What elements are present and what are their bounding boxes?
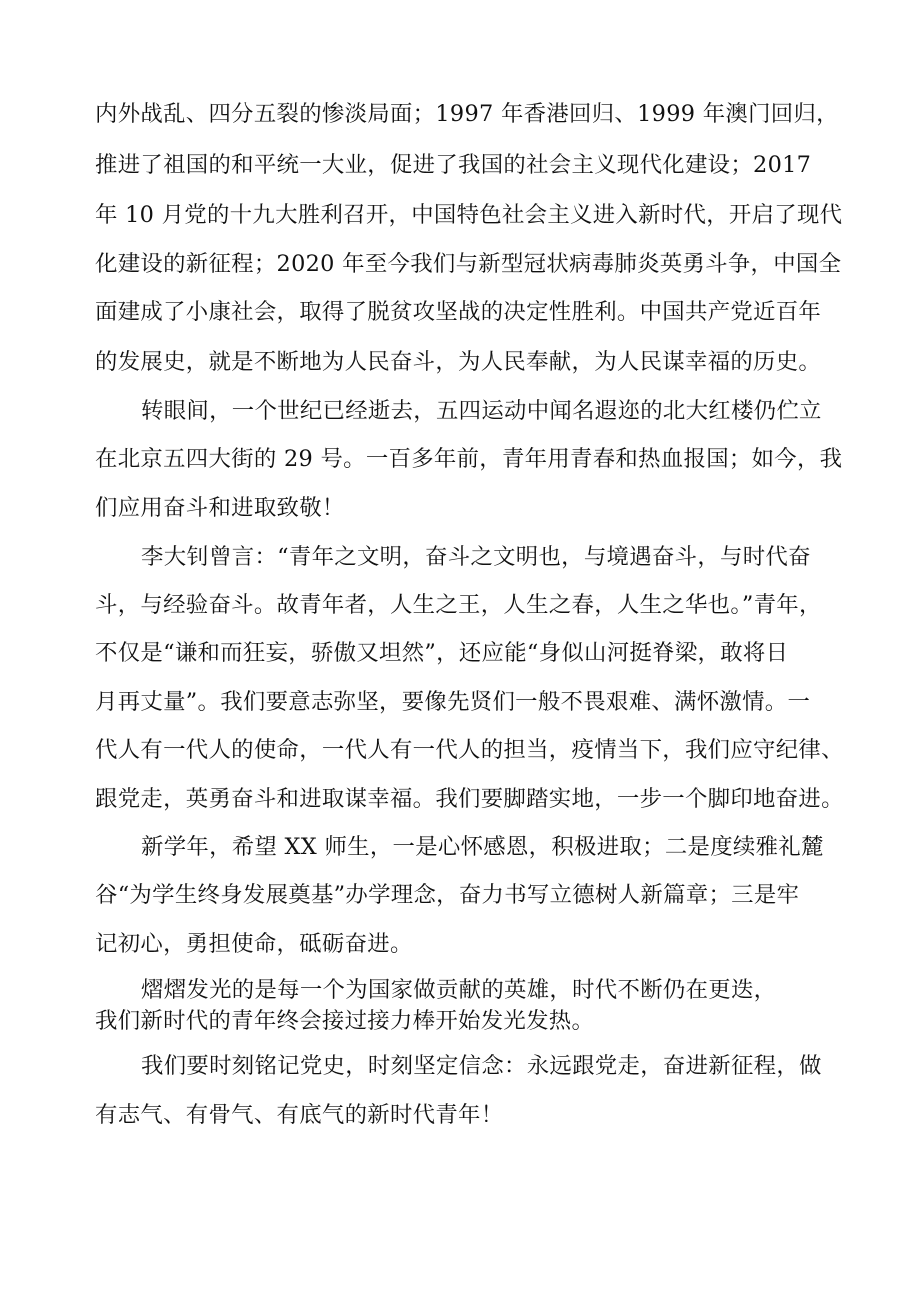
text-line: 在北京五四大街的 29 号。一百多年前，青年用青春和热血报国；如今，我 <box>95 446 843 472</box>
text-line: 化建设的新征程；2020 年至今我们与新型冠状病毒肺炎英勇斗争，中国全 <box>95 251 842 277</box>
text-line: 我们要时刻铭记党史，时刻坚定信念：永远跟党走，奋进新征程，做 <box>141 1053 822 1079</box>
text-line: 新学年，希望 XX 师生，一是心怀感恩，积极进取；二是度续雅礼麓 <box>141 834 824 860</box>
text-line: 的发展史，就是不断地为人民奋斗，为人民奉献，为人民谋幸福的历史。 <box>95 349 822 375</box>
text-line: 跟党走，英勇奋斗和进取谋幸福。我们要脚踏实地，一步一个脚印地奋进。 <box>95 786 844 812</box>
text-line: 们应用奋斗和进取致敬！ <box>95 495 345 521</box>
text-line: 熠熠发光的是每一个为国家做贡献的英雄，时代不断仍在更迭， <box>141 977 777 1003</box>
text-line: 内外战乱、四分五裂的惨淡局面；1997 年香港回归、1999 年澳门回归， <box>95 101 839 127</box>
text-line: 斗，与经验奋斗。故青年者，人生之王，人生之春，人生之华也。”青年， <box>95 592 822 618</box>
text-line: 年 10 月党的十九大胜利召开，中国特色社会主义进入新时代，开启了现代 <box>95 202 843 228</box>
text-line: 代人有一代人的使命，一代人有一代人的担当，疫情当下，我们应守纪律、 <box>95 737 844 763</box>
text-line: 月再丈量”。我们要意志弥坚，要像先贤们一般不畏艰难、满怀激情。一 <box>95 689 811 715</box>
text-line: 面建成了小康社会，取得了脱贫攻坚战的决定性胜利。中国共产党近百年 <box>95 299 822 325</box>
text-line: 转眼间，一个世纪已经逝去，五四运动中闻名遐迩的北大红楼仍伫立 <box>141 398 822 424</box>
text-line: 李大钊曾言：“青年之文明，奋斗之文明也，与境遇奋斗，与时代奋 <box>141 544 811 570</box>
text-line: 谷“为学生终身发展奠基”办学理念，奋力书写立德树人新篇章；三是牢 <box>95 882 800 908</box>
text-line: 有志气、有骨气、有底气的新时代青年！ <box>95 1102 504 1128</box>
text-line: 我们新时代的青年终会接过接力棒开始发光发热。 <box>95 1008 595 1034</box>
text-line: 不仅是“谦和而狂妄，骄傲又坦然”，还应能“身似山河挺脊梁，敢将日 <box>95 640 789 666</box>
text-line: 记初心，勇担使命，砥砺奋进。 <box>95 931 413 957</box>
text-line: 推进了祖国的和平统一大业，促进了我国的社会主义现代化建设；2017 <box>95 152 812 178</box>
